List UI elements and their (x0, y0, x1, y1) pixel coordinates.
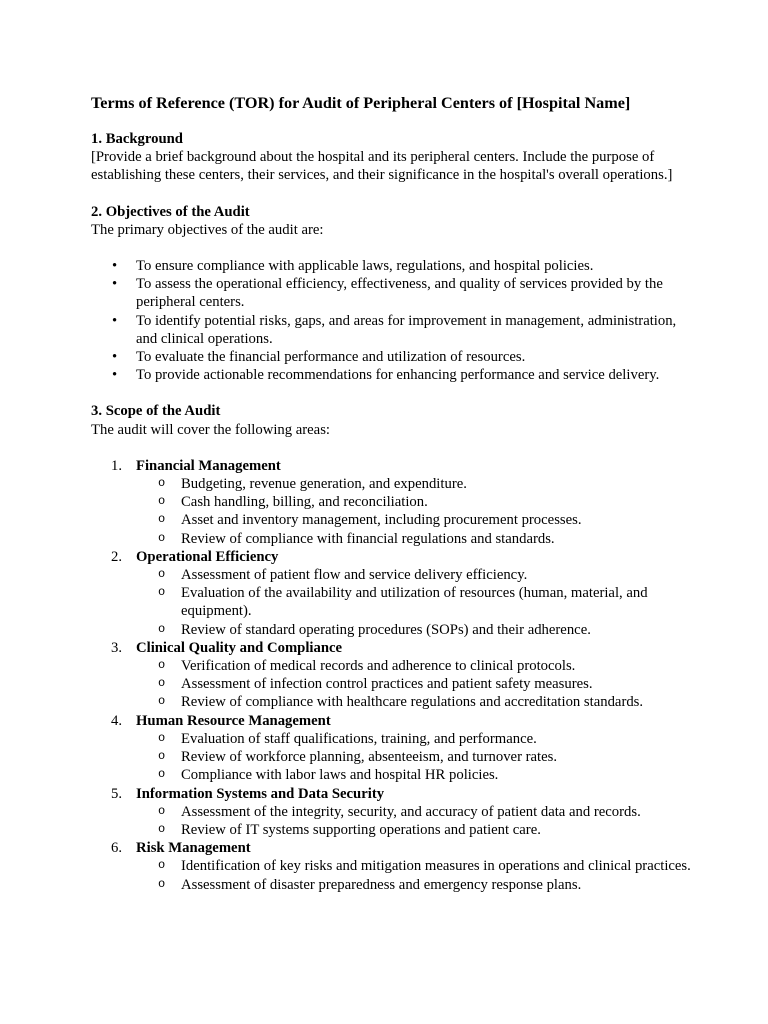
objective-item: • To provide actionable recommendations for enhancing performance and service delivery. (91, 366, 691, 384)
sub-item: o Review of compliance with financial regulations and standards. (136, 530, 691, 548)
list-number: 1. (111, 457, 123, 474)
spacer (91, 439, 691, 457)
background-section (91, 130, 691, 185)
sub-item: o Assessment of infection control practices and patient safety measures. (136, 675, 691, 693)
objective-item: • To assess the operational efficiency, effectiveness, and quality of services provided by the peripheral centers. (91, 275, 691, 311)
scope-area-financial-management (91, 457, 691, 548)
scope-area-operational-efficiency (91, 548, 691, 639)
scope-area-risk-management (91, 839, 691, 894)
document-title: Terms of Reference (TOR) for Audit of Peripheral Centers of [Hospital Name] (91, 94, 631, 112)
list-number: 3. (111, 639, 123, 656)
background-text: [Provide a brief background about the hospital and its peripheral centers. Include the purpose of establishing these centers, their services, and their significance in the hospital's overall operations.] (91, 149, 673, 184)
sub-item: o Compliance with labor laws and hospital HR policies. (136, 766, 691, 784)
sub-item: o Review of standard operating procedures (SOPs) and their adherence. (136, 621, 691, 639)
scope-area-human-resources (91, 712, 691, 785)
document-page (91, 93, 691, 894)
list-number: 4. (111, 712, 123, 729)
area-sublist (136, 857, 691, 893)
sub-item: o Identification of key risks and mitigation measures in operations and clinical practices. (136, 857, 691, 875)
objective-item: • To identify potential risks, gaps, and areas for improvement in management, administration, and clinical operations. (91, 312, 691, 348)
spacer (91, 384, 691, 402)
spacer (91, 239, 691, 257)
area-sublist (136, 566, 691, 639)
objectives-list (91, 257, 691, 384)
area-title: Operational Efficiency (136, 548, 279, 565)
area-title: Clinical Quality and Compliance (136, 639, 343, 656)
objective-item: • To evaluate the financial performance and utilization of resources. (91, 348, 691, 366)
sub-item: o Asset and inventory management, including procurement processes. (136, 511, 691, 529)
scope-areas-list (91, 457, 691, 894)
area-sublist (136, 803, 691, 839)
objectives-section (91, 203, 691, 385)
sub-item: o Review of compliance with healthcare regulations and accreditation standards. (136, 693, 691, 711)
area-sublist (136, 730, 691, 785)
sub-item: o Review of IT systems supporting operations and patient care. (136, 821, 691, 839)
area-sublist (136, 475, 691, 548)
spacer (91, 185, 691, 203)
sub-item: o Assessment of disaster preparedness and emergency response plans. (136, 876, 691, 894)
background-heading: 1. Background (91, 131, 183, 147)
scope-intro: The audit will cover the following areas: (91, 421, 331, 438)
list-number: 2. (111, 548, 123, 565)
area-title: Human Resource Management (136, 712, 331, 729)
scope-area-information-systems (91, 785, 691, 840)
scope-heading: 3. Scope of the Audit (91, 403, 221, 420)
sub-item: o Assessment of patient flow and service delivery efficiency. (136, 566, 691, 584)
area-title: Information Systems and Data Security (136, 785, 385, 802)
area-sublist (136, 657, 691, 712)
list-number: 6. (111, 840, 123, 857)
area-title: Risk Management (136, 840, 251, 857)
list-number: 5. (111, 785, 123, 802)
objectives-heading: 2. Objectives of the Audit (91, 203, 250, 220)
sub-item: o Assessment of the integrity, security, and accuracy of patient data and records. (136, 803, 691, 821)
sub-item: o Cash handling, billing, and reconciliation. (136, 493, 691, 511)
scope-section (91, 402, 691, 893)
sub-item: o Evaluation of the availability and utilization of resources (human, material, and equipment). (136, 584, 691, 620)
sub-item: o Budgeting, revenue generation, and expenditure. (136, 475, 691, 493)
sub-item: o Evaluation of staff qualifications, training, and performance. (136, 730, 691, 748)
area-title: Financial Management (136, 457, 281, 474)
objective-item: • To ensure compliance with applicable laws, regulations, and hospital policies. (91, 257, 691, 275)
sub-item: o Verification of medical records and adherence to clinical protocols. (136, 657, 691, 675)
sub-item: o Review of workforce planning, absenteeism, and turnover rates. (136, 748, 691, 766)
scope-area-clinical-quality (91, 639, 691, 712)
objectives-intro: The primary objectives of the audit are: (91, 221, 324, 238)
